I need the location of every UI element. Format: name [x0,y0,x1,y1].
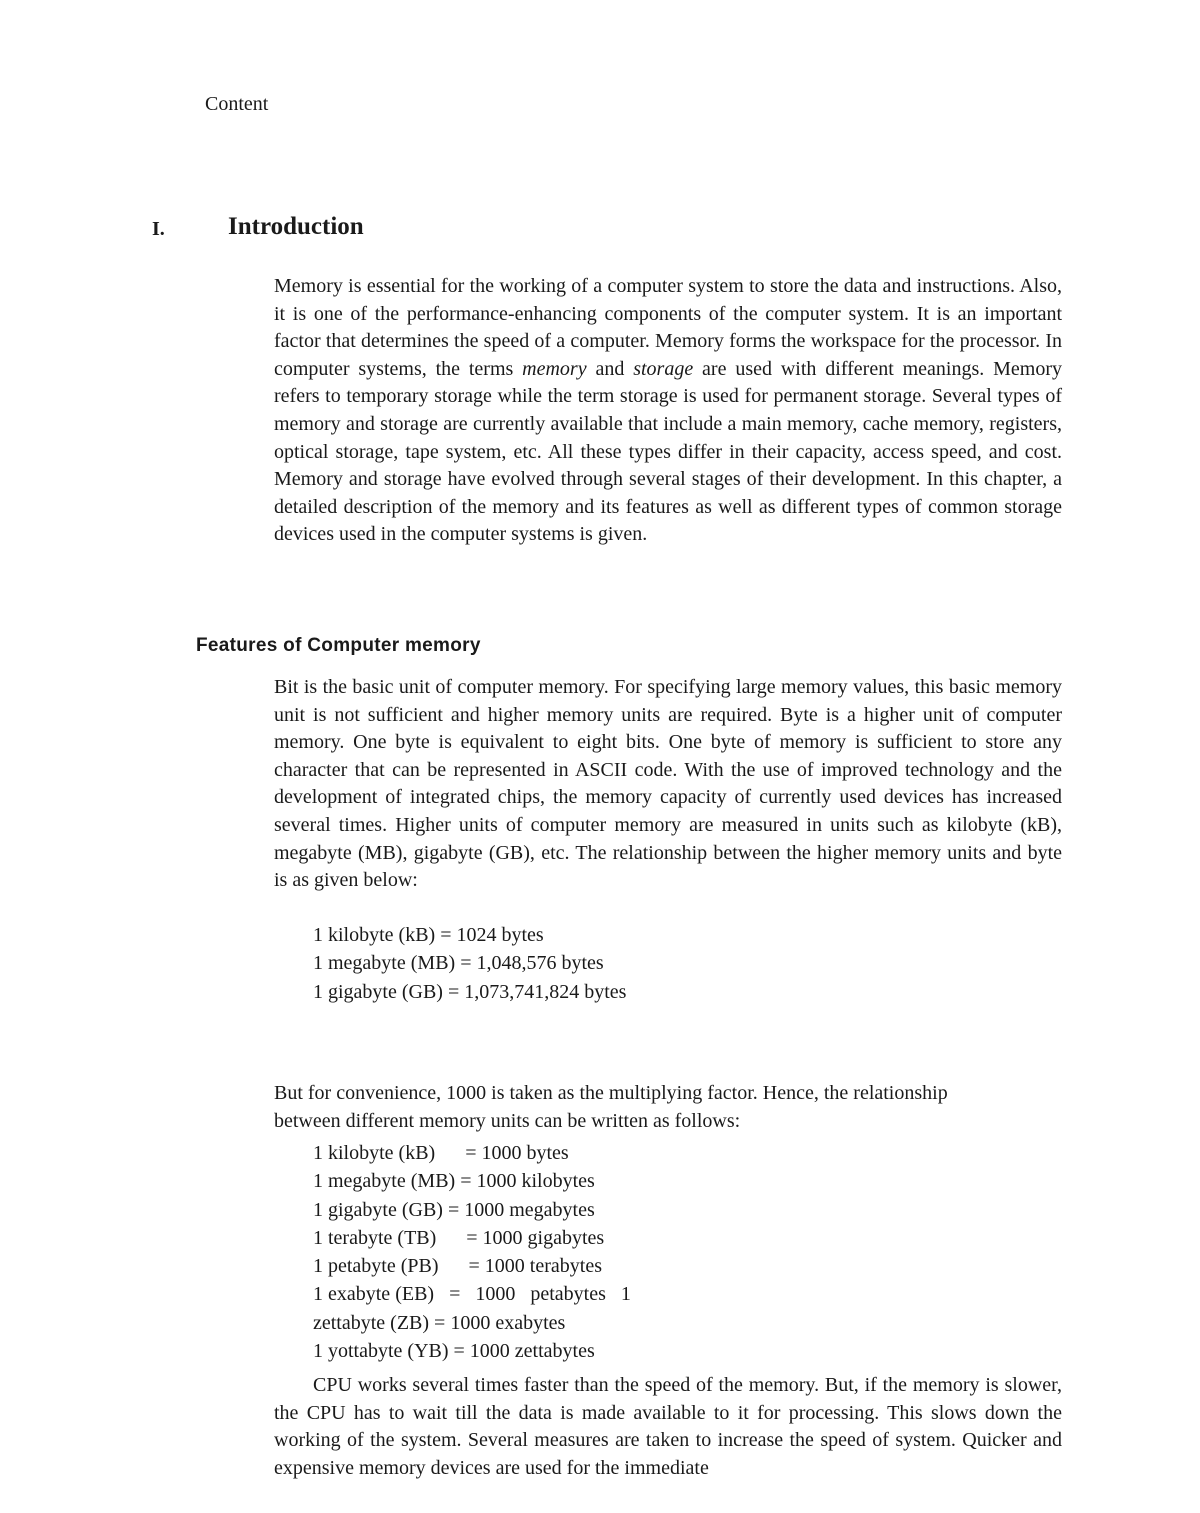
term-memory: memory [522,357,587,380]
convenience-line-1: But for convenience, 1000 is taken as the multiplying factor. Hence, the relationship [274,1082,948,1104]
features-paragraph: Bit is the basic unit of computer memory. For specifying large memory values, this basic memory unit is not sufficient and higher memory units are required. Byte is a higher unit of computer memory. One byte is equivalent to eight bits. One byte of memory is sufficient to store any character that can be represented in ASCII code. With the use of improved technology and the development of integrated chips, the memory capacity of currently used devices has increased several times. Higher units of computer memory are measured in units such as kilobyte (kB), megabyte (MB), gigabyte (GB), etc. The relationship between the higher memory units and byte is as given below: [274,676,1062,892]
binary-units-list [313,921,626,1006]
list-item: 1 kilobyte (kB) = 1000 bytes [313,1142,569,1164]
page-label: Content [205,93,269,115]
decimal-units-list [313,1139,631,1365]
list-item: 1 yottabyte (YB) = 1000 zettabytes [313,1340,595,1363]
section-title: Introduction [228,213,364,240]
intro-text-part1: Memory is essential for the working of a computer system to store the data and instructions. Also, it is one of the performance-enhancing components of the computer system. It is an important factor that determines the speed of a computer. Memory forms the workspace for the processor. In computer systems, the terms [274,275,1062,380]
term-storage: storage [633,357,694,380]
list-item: 1 petabyte (PB) = 1000 terabytes [313,1255,602,1278]
list-item: 1 megabyte (MB) = 1000 kilobytes [313,1170,595,1193]
list-item: 1 terabyte (TB) = 1000 gigabytes [313,1226,605,1249]
list-item: 1 megabyte (MB) = 1,048,576 bytes [313,952,604,975]
list-item: 1 exabyte (EB) = 1000 petabytes 1 [313,1283,631,1306]
section-number: I. [152,218,165,240]
intro-paragraph [274,273,1062,549]
list-item: zettabyte (ZB) = 1000 exabytes [313,1311,566,1334]
intro-and-word: and [586,357,634,380]
list-item: 1 gigabyte (GB) = 1000 megabytes [313,1198,595,1221]
convenience-paragraph [274,1079,948,1135]
convenience-line-2: between different memory units can be written as follows: [274,1110,741,1132]
cpu-paragraph: CPU works several times faster than the speed of the memory. But, if the memory is slower, the CPU has to wait till the data is made available to it for processing. This slows down the working of the system. Several measures are taken to increase the speed of system. Quicker and expensive memory devices are used for the immediate [274,1374,1062,1479]
features-heading: Features of Computer memory [196,635,481,656]
list-item: 1 gigabyte (GB) = 1,073,741,824 bytes [313,980,627,1003]
list-item: 1 kilobyte (kB) = 1024 bytes [313,924,544,946]
intro-text-part2: are used with different meanings. Memory refers to temporary storage while the term storage is used for permanent storage. Several types of memory and storage are currently available that include a main memory, cache memory, registers, optical storage, tape system, etc. All these types differ in their capacity, access speed, and cost. Memory and storage have evolved through several stages of their development. In this chapter, a detailed description of the memory and its features as well as different types of common storage devices used in the computer systems is given. [274,357,1062,546]
